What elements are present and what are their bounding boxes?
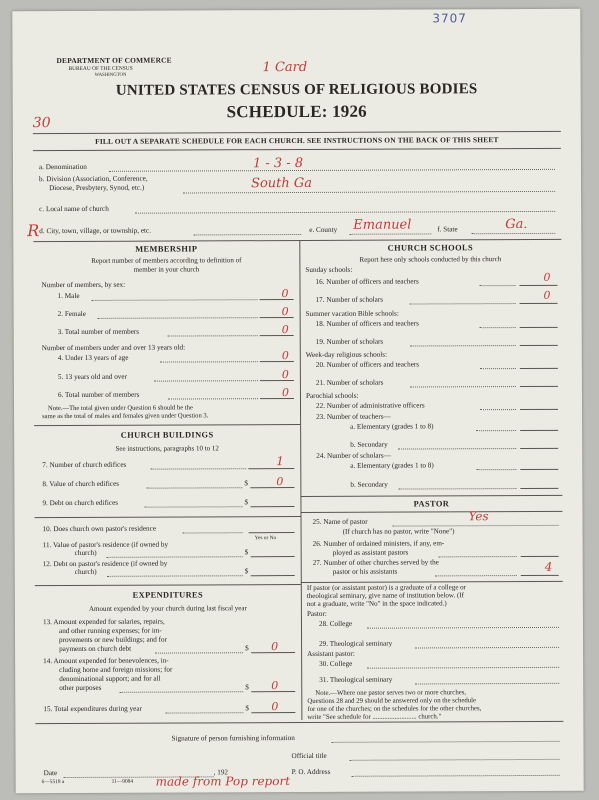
q30-label: 30. College	[319, 659, 353, 668]
q18-label: 18. Number of officers and teachers	[315, 319, 419, 328]
q24a-field[interactable]	[520, 469, 558, 470]
q30-field[interactable]	[367, 667, 559, 669]
pastor-note-4: write "See schedule for .......................... church."	[307, 713, 442, 721]
po-address-label: P. O. Address	[291, 767, 331, 777]
pastor-note-1: Note.—Where one pastor serves two or more churches,	[315, 689, 467, 697]
q14-value: 0	[271, 679, 279, 693]
q24b-label: b. Secondary	[350, 480, 388, 489]
q25-field[interactable]	[393, 525, 559, 527]
q23b-label: b. Secondary	[350, 440, 388, 449]
q27-label-2: pastor or his assistants	[332, 567, 398, 576]
q12-label-1: 12. Debt on pastor's residence (if owned by	[42, 559, 168, 569]
membership-note-2: same as the total of males and females given under Question 3.	[42, 412, 209, 421]
county-label: e. County	[309, 225, 338, 234]
q4-under13-value: 0	[281, 349, 289, 363]
stamp-number: 3707	[432, 11, 467, 26]
form-code-2: 11—9084	[111, 778, 134, 785]
schools-sub: Report here only schools conducted by this church	[359, 255, 502, 264]
q5-over13-label: 5. 13 years old and over	[57, 372, 127, 382]
bureau-line: BUREAU OF THE CENSUS	[68, 65, 133, 72]
summer-label: Summer vacation Bible schools:	[305, 309, 399, 318]
dollar-sign: $	[244, 548, 249, 557]
handwritten-r-mark: R	[27, 221, 40, 241]
q25-note: (If church has no pastor, write "None")	[342, 527, 455, 536]
expenditures-heading: EXPENDITURES	[132, 590, 204, 600]
q21-label: 21. Number of scholars	[315, 378, 384, 387]
q10-residence-field[interactable]	[249, 532, 295, 533]
q19-label: 19. Number of scholars	[315, 337, 384, 346]
department-line: DEPARTMENT OF COMMERCE	[56, 55, 172, 66]
q24a-label: a. Elementary (grades 1 to 8)	[350, 461, 434, 470]
yes-no-hint: Yes or No	[254, 535, 277, 542]
q9-debt-label: 9. Debt on church edifices	[42, 498, 119, 508]
q26-label-2: ployed as assistant pastors	[332, 548, 409, 557]
q11-label-1: 11. Value of pastor's residence (if owned by	[42, 540, 169, 550]
division-field[interactable]	[183, 191, 555, 194]
state-label: f. State	[437, 225, 458, 234]
membership-note-1: Note.—The total given under Question 6 should be the	[48, 404, 193, 413]
dollar-sign: $	[245, 704, 249, 713]
q16-field[interactable]	[519, 285, 557, 286]
q28-field[interactable]	[367, 627, 559, 629]
division-label-1: b. Division (Association, Conference,	[39, 174, 148, 184]
official-title-field[interactable]	[350, 759, 560, 761]
q14-line-4: other purposes	[59, 683, 102, 693]
q24b-field[interactable]	[520, 488, 558, 489]
q27-value: 4	[544, 559, 553, 574]
buildings-sub: See instructions, paragraphs 10 to 12	[115, 444, 219, 453]
q7-edifices-label: 7. Number of church edifices	[42, 460, 127, 470]
q22-field[interactable]	[520, 409, 558, 410]
q23b-field[interactable]	[520, 448, 558, 449]
q24-label: 24. Number of scholars—	[316, 451, 391, 460]
q14-line-2: cluding home and foreign missions; for	[59, 665, 173, 675]
q29-field[interactable]	[415, 647, 559, 649]
q8-value-field[interactable]	[250, 487, 294, 488]
q6-total-value: 0	[281, 386, 289, 400]
q27-field[interactable]	[521, 575, 559, 576]
denomination-label: a. Denomination	[38, 162, 87, 172]
pastor-subhead: Pastor:	[306, 609, 327, 618]
age-label: Number of members under and over 13 years old:	[41, 343, 186, 353]
q2-female-value: 0	[281, 305, 289, 319]
signature-field[interactable]	[331, 741, 559, 743]
q17-label: 17. Number of scholars	[315, 295, 384, 304]
q25-label: 25. Name of pastor	[312, 517, 368, 526]
q8-value-label: 8. Value of church edifices	[42, 479, 120, 489]
q12-label-2: church)	[74, 567, 97, 576]
local-name-field[interactable]	[135, 211, 555, 214]
q2-female-label: 2. Female	[57, 309, 86, 319]
buildings-heading: CHURCH BUILDINGS	[120, 430, 214, 440]
state-field[interactable]	[471, 233, 555, 234]
q19-field[interactable]	[520, 345, 558, 346]
parochial-label: Parochial schools:	[305, 391, 359, 400]
membership-sub-1: Report number of members according to definition of	[91, 256, 242, 265]
q5-over13-value: 0	[281, 368, 289, 382]
q10-residence-label: 10. Does church own pastor's residence	[42, 524, 157, 534]
q13-value: 0	[271, 640, 279, 654]
q11-value-field[interactable]	[251, 556, 295, 557]
q15-label: 15. Total expenditures during year	[43, 704, 142, 714]
q29-label: 29. Theological seminary	[319, 639, 393, 648]
q3-total-label: 3. Total number of members	[57, 327, 140, 337]
q31-label: 31. Theological seminary	[319, 675, 393, 684]
division-value: South Ga	[251, 175, 313, 192]
city-field[interactable]	[193, 234, 301, 235]
census-schedule-sheet	[12, 9, 583, 793]
q6-total-label: 6. Total number of members	[57, 390, 140, 400]
schools-heading: CHURCH SCHOOLS	[387, 243, 474, 253]
official-title-label: Official title	[291, 751, 327, 761]
q4-under13-label: 4. Under 13 years of age	[57, 353, 129, 363]
year-label: , 192	[213, 768, 229, 777]
q11-label-2: church)	[74, 548, 97, 557]
washington-line: WASHINGTON	[94, 72, 127, 78]
q31-field[interactable]	[415, 683, 559, 685]
expenditures-sub: Amount expended by your church during last fiscal year	[88, 604, 247, 613]
pastor-note-3: for one of the churches; on the schedules for the other churches,	[307, 705, 482, 713]
q27-label-1: 27. Number of other churches served by the	[312, 558, 439, 567]
q18-field[interactable]	[520, 327, 558, 328]
pastor-heading: PASTOR	[413, 499, 450, 509]
county-value: Emanuel	[353, 217, 412, 233]
q16-value: 0	[543, 270, 551, 284]
q21-field[interactable]	[520, 386, 558, 387]
dollar-sign: $	[244, 567, 249, 576]
dollar-sign: $	[245, 683, 249, 692]
handwritten-card-note: 1 Card	[262, 59, 308, 76]
city-label: d. City, town, village, or township, etc.	[39, 226, 152, 236]
q7-edifices-field[interactable]	[248, 468, 294, 469]
q23-label: 23. Number of teachers—	[316, 412, 391, 421]
q26-label-1: 26. Number of ordained ministers, if any, em-	[312, 539, 445, 548]
denomination-field[interactable]	[109, 169, 555, 172]
dollar-sign: $	[244, 498, 249, 507]
local-name-label: c. Local name of church	[39, 204, 109, 214]
membership-heading: MEMBERSHIP	[135, 244, 198, 254]
dollar-sign: $	[245, 644, 249, 653]
po-address-field[interactable]	[352, 775, 560, 777]
denomination-value: 1 - 3 - 8	[252, 155, 304, 172]
instruction-line: FILL OUT A SEPARATE SCHEDULE FOR EACH CHURCH. SEE INSTRUCTIONS ON THE BACK OF THIS SHEET	[95, 135, 499, 146]
q8-value-value: 0	[276, 475, 284, 489]
q28-label: 28. College	[318, 619, 353, 628]
q14-line-3: denominational support; and for all	[59, 674, 161, 684]
q16-label: 16. Number of officers and teachers	[315, 277, 419, 286]
assistant-subhead: Assistant pastor:	[307, 649, 355, 658]
q3-total-value: 0	[281, 323, 289, 337]
form-schedule: SCHEDULE: 1926	[226, 101, 367, 122]
division-label-2: Diocese, Presbytery, Synod, etc.)	[49, 183, 145, 193]
q25-value: Yes	[468, 509, 489, 524]
q23a-label: a. Elementary (grades 1 to 8)	[350, 422, 434, 431]
q1-male-label: 1. Male	[57, 291, 80, 301]
q17-value: 0	[543, 288, 551, 302]
grad-line-2: theological seminary, give name of institution below. (If	[306, 591, 465, 600]
q20-field[interactable]	[520, 368, 558, 369]
county-field[interactable]	[349, 233, 431, 234]
dollar-sign: $	[244, 479, 248, 488]
grad-line-1: If pastor (or assistant pastor) is a graduate of a college or	[306, 583, 467, 592]
q13-line-4: payments on church debt	[59, 644, 132, 654]
q23a-field[interactable]	[520, 430, 558, 431]
form-code-1: 6—5518 a	[41, 779, 65, 786]
signature-label: Signature of person furnishing information	[171, 734, 295, 743]
q12-debt-field[interactable]	[251, 575, 295, 576]
q17-field[interactable]	[520, 303, 558, 304]
grad-line-3: not a graduate, write "No" in the space indicated.)	[306, 599, 447, 608]
q20-label: 20. Number of officers and teachers	[315, 360, 420, 369]
q15-value: 0	[271, 700, 279, 714]
q26-field[interactable]	[521, 556, 559, 557]
q7-edifices-value: 1	[276, 454, 284, 469]
handwritten-page-number: 30	[32, 115, 51, 132]
form-title: UNITED STATES CENSUS OF RELIGIOUS BODIES	[115, 81, 478, 99]
q9-debt-field[interactable]	[250, 506, 294, 507]
by-sex-label: Number of members, by sex:	[41, 280, 126, 290]
q22-label: 22. Number of administrative officers	[316, 401, 425, 410]
handwritten-bottom-note: made from Pop report	[155, 774, 291, 789]
q13-line-1: 13. Amount expended for salaries, repairs,	[42, 617, 165, 627]
state-value: Ga.	[505, 216, 528, 233]
q13-line-3: provements or new buildings; and for	[59, 635, 168, 645]
date-label: Date	[43, 769, 58, 778]
weekday-label: Week-day religious schools:	[305, 350, 388, 359]
sunday-label: Sunday schools:	[305, 265, 353, 274]
pastor-note-2: Questions 28 and 29 should be answered only on the schedule	[307, 697, 477, 705]
q13-line-2: and other running expenses; for im-	[58, 626, 162, 636]
membership-sub-2: member in your church	[133, 265, 200, 274]
q14-line-1: 14. Amount expended for benevolences, in-	[43, 656, 169, 666]
q1-male-value: 0	[281, 287, 289, 301]
